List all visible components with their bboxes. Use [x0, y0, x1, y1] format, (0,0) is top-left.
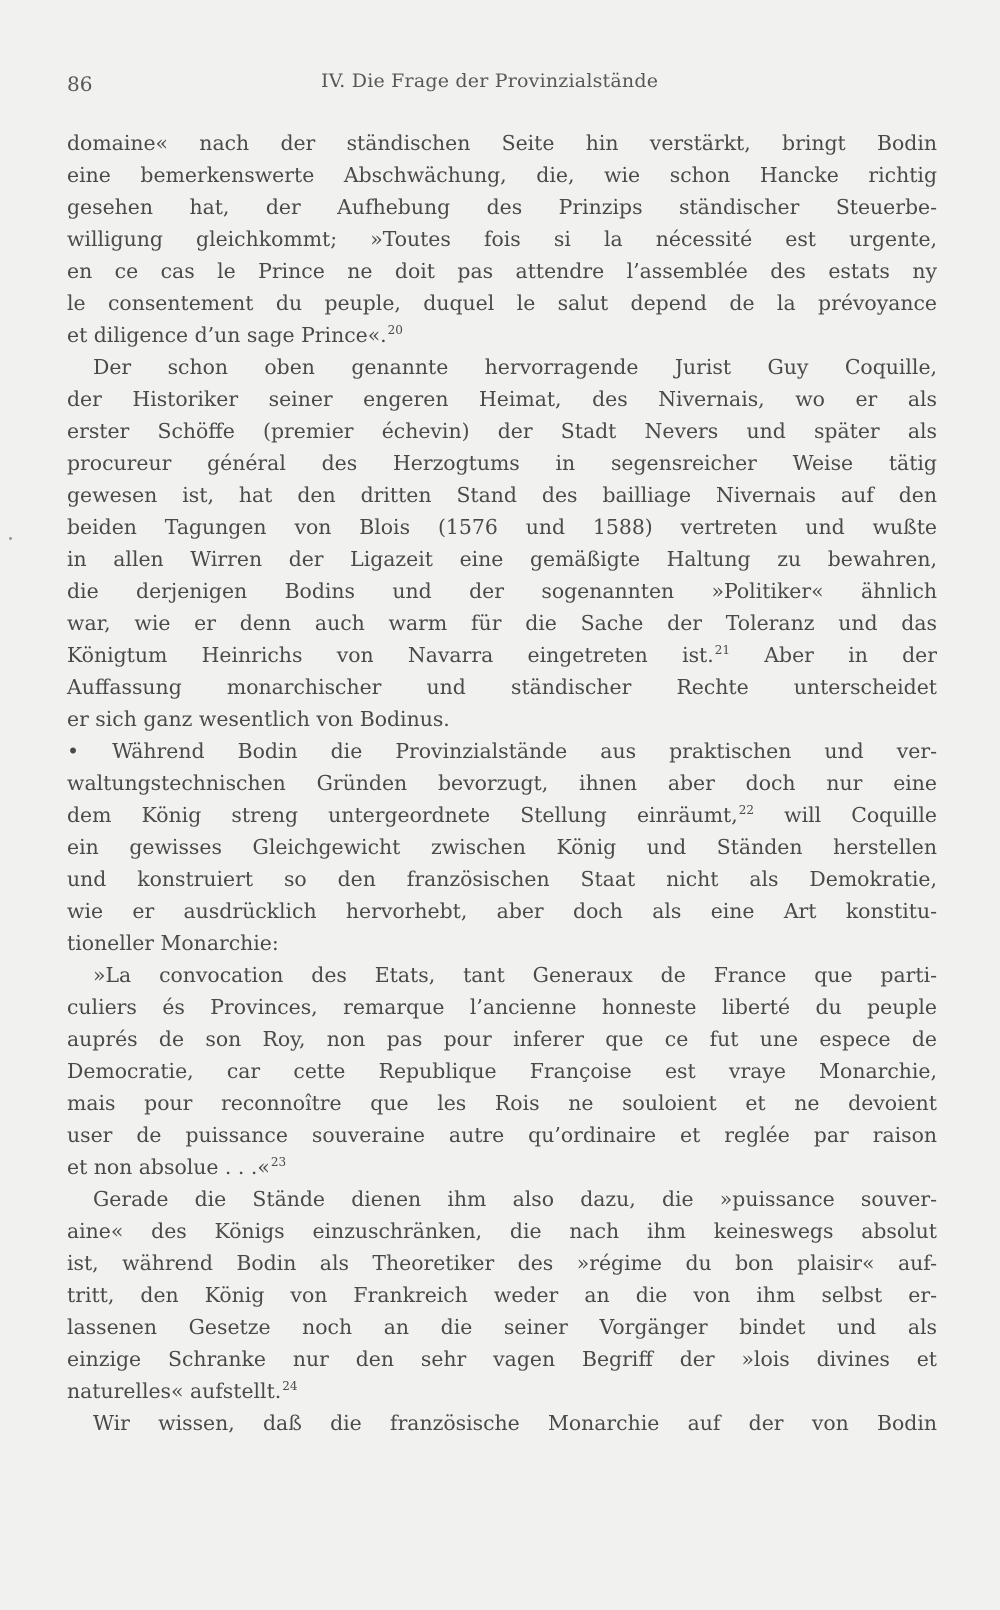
page-number: 86: [67, 72, 93, 96]
text-line: gesehen hat, der Aufhebung des Prinzips ständischer Steuerbe-: [67, 195, 937, 219]
page-header: [67, 66, 937, 102]
text-line: in allen Wirren der Ligazeit eine gemäßigte Haltung zu bewahren,: [67, 547, 937, 571]
text-line: Gerade die Stände dienen ihm also dazu, die »puissance souver-: [93, 1187, 937, 1211]
text-line: tioneller Monarchie:: [67, 931, 279, 955]
quote-line: Democratie, car cette Republique Françoise est vraye Monarchie,: [67, 1059, 937, 1083]
line-text: Königtum Heinrichs von Navarra eingetreten ist.: [67, 643, 714, 667]
text-line: gewesen ist, hat den dritten Stand des bailliage Nivernais auf den: [67, 483, 937, 507]
text-line: Der schon oben genannte hervorragende Jurist Guy Coquille,: [93, 355, 937, 379]
text-line: eine bemerkenswerte Abschwächung, die, wie schon Hancke richtig: [67, 163, 937, 187]
text-line: le consentement du peuple, duquel le salut depend de la prévoyance: [67, 291, 937, 315]
text-line: Auffassung monarchischer und ständischer Rechte unterscheidet: [67, 675, 937, 699]
text-line: beiden Tagungen von Blois (1576 und 1588) vertreten und wußte: [67, 515, 937, 539]
text-line: lassenen Gesetze noch an die seiner Vorgänger bindet und als: [67, 1315, 937, 1339]
text-line: waltungstechnischen Gründen bevorzugt, ihnen aber doch nur eine: [67, 771, 937, 795]
line-text: dem König streng untergeordnete Stellung einräumt,: [67, 803, 738, 827]
text-line: er sich ganz wesentlich von Bodinus.: [67, 707, 450, 731]
quote-line: [67, 1152, 937, 1182]
margin-dot-mark: [9, 537, 12, 540]
quote-line: culiers és Provinces, remarque l’ancienne honneste liberté du peuple: [67, 995, 937, 1019]
footnote-ref-23: 23: [270, 1155, 287, 1169]
text-line: aine« des Königs einzuschränken, die nach ihm keineswegs absolut: [67, 1219, 937, 1243]
text-line: der Historiker seiner engeren Heimat, des Nivernais, wo er als: [67, 387, 937, 411]
text-line: willigung gleichkommt; »Toutes fois si la nécessité est urgente,: [67, 227, 937, 251]
text-line: ein gewisses Gleichgewicht zwischen König und Ständen herstellen: [67, 835, 937, 859]
line-text: naturelles« aufstellt.: [67, 1379, 282, 1403]
quote-line: auprés de son Roy, non pas pour inferer que ce fut une espece de: [67, 1027, 937, 1051]
text-line: wie er ausdrücklich hervorhebt, aber doch als eine Art konstitu-: [67, 899, 937, 923]
footnote-ref-20: 20: [387, 323, 403, 337]
line-text: et non absolue . . .«: [67, 1155, 270, 1179]
text-line: war, wie er denn auch warm für die Sache der Toleranz und das: [67, 611, 937, 635]
text-line: Wir wissen, daß die französische Monarchie auf der von Bodin: [93, 1411, 937, 1435]
running-head: IV. Die Frage der Provinzialstände: [321, 70, 659, 92]
text-line: • Während Bodin die Provinzialstände aus praktischen und ver-: [67, 739, 937, 763]
text-line: einzige Schranke nur den sehr vagen Begriff der »lois divines et: [67, 1347, 937, 1371]
text-line: en ce cas le Prince ne doit pas attendre l’assemblée des estats ny: [67, 259, 937, 283]
line-text: Aber in der: [730, 643, 937, 667]
text-line: [67, 320, 937, 350]
text-line: ist, während Bodin als Theoretiker des »régime du bon plaisir« auf-: [67, 1251, 937, 1275]
text-line: [67, 800, 937, 830]
text-line: [67, 1376, 937, 1406]
text-line: erster Schöffe (premier échevin) der Stadt Nevers und später als: [67, 419, 937, 443]
text-line: die derjenigen Bodins und der sogenannten »Politiker« ähnlich: [67, 579, 937, 603]
footnote-ref-22: 22: [738, 803, 755, 817]
footnote-ref-21: 21: [714, 643, 731, 657]
footnote-ref-24: 24: [282, 1379, 298, 1393]
line-text: will Coquille: [754, 803, 937, 827]
text-line: domaine« nach der ständischen Seite hin verstärkt, bringt Bodin: [67, 131, 937, 155]
line-text: et diligence d’un sage Prince«.: [67, 323, 387, 347]
quote-line: user de puissance souveraine autre qu’ordinaire et reglée par raison: [67, 1123, 937, 1147]
text-line: [67, 640, 937, 670]
text-line: tritt, den König von Frankreich weder an die von ihm selbst er-: [67, 1283, 937, 1307]
text-line: und konstruiert so den französischen Staat nicht als Demokratie,: [67, 867, 937, 891]
quote-line: mais pour reconnoître que les Rois ne souloient et ne devoient: [67, 1091, 937, 1115]
quote-line: »La convocation des Etats, tant Generaux de France que parti-: [93, 963, 937, 987]
text-line: procureur général des Herzogtums in segensreicher Weise tätig: [67, 451, 937, 475]
